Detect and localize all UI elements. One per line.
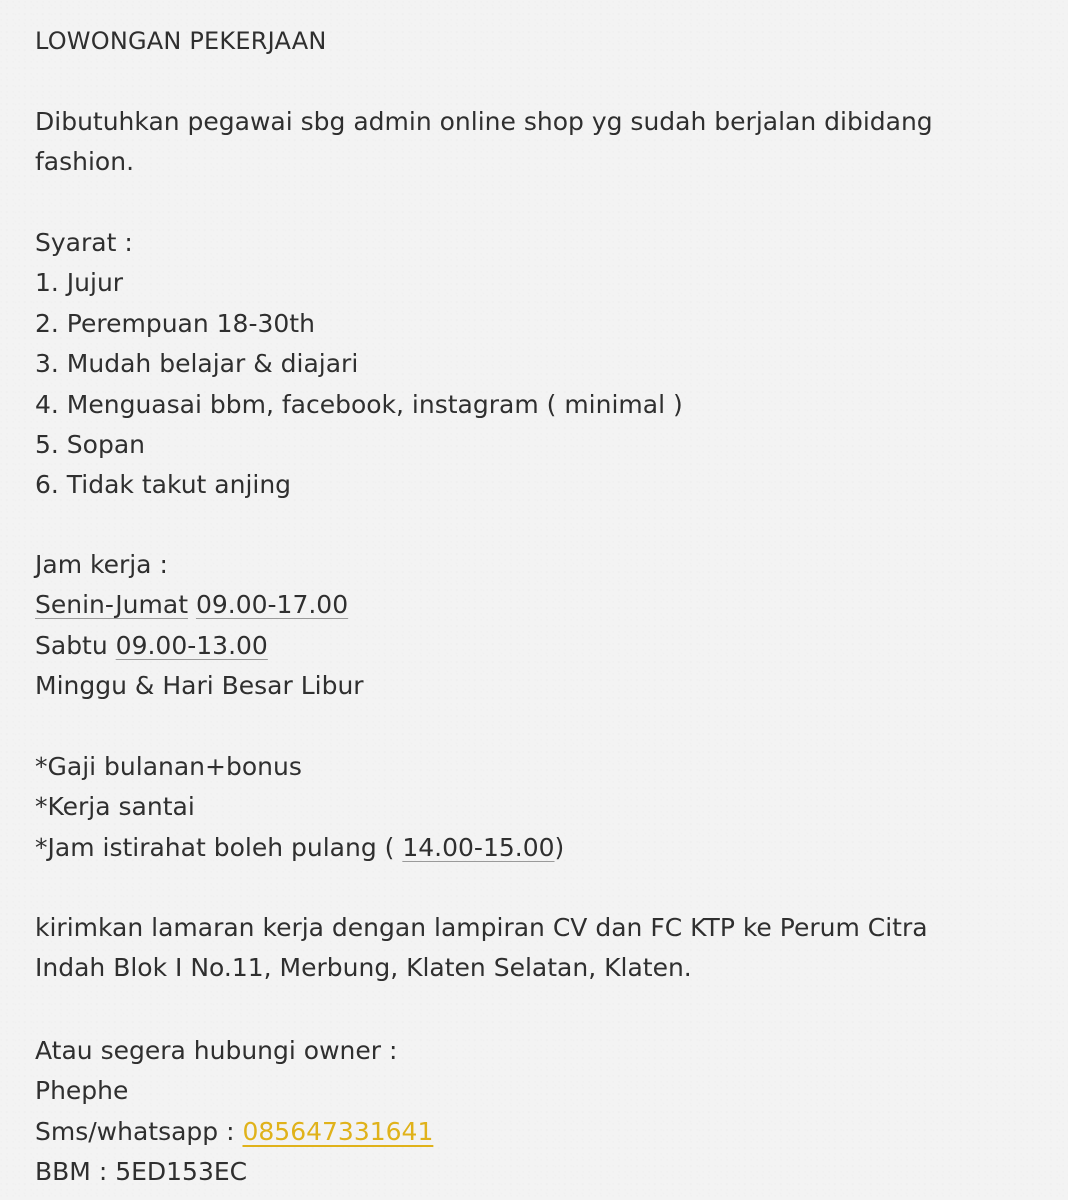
hours-section [35, 545, 1016, 707]
holiday-note: Minggu & Hari Besar Libur [35, 671, 364, 701]
requirement-item: 6. Tidak takut anjing [35, 470, 292, 500]
contact-phone-line [35, 1112, 1016, 1152]
break-prefix: *Jam istirahat boleh pulang ( [35, 832, 403, 862]
benefit-relaxed: *Kerja santai [35, 792, 195, 822]
intro-paragraph [35, 102, 1016, 183]
apply-line-1: kirimkan lamaran kerja dengan lampiran CV dan FC KTP ke Perum Citra [35, 913, 928, 942]
contact-bbm: BBM : 5ED153EC [35, 1157, 248, 1187]
requirement-item: 4. Menguasai bbm, facebook, instagram ( minimal ) [35, 389, 683, 419]
saturday-time-link[interactable]: 09.00-13.00 [115, 630, 268, 660]
weekday-hours [35, 585, 1016, 625]
weekday-label-link[interactable]: Senin-Jumat [35, 590, 188, 620]
saturday-hours [35, 626, 1016, 666]
phone-number-link[interactable]: 085647331641 [242, 1116, 434, 1146]
requirements-section [35, 223, 1016, 506]
apply-line-2: Indah Blok I No.11, Merbung, Klaten Selatan, Klaten. [35, 953, 692, 983]
requirement-item: 5. Sopan [35, 430, 145, 460]
requirement-item: 2. Perempuan 18-30th [35, 308, 315, 338]
break-time-link[interactable]: 14.00-15.00 [402, 832, 555, 862]
note-title: LOWONGAN PEKERJAAN [35, 27, 327, 55]
benefit-salary: *Gaji bulanan+bonus [35, 752, 302, 781]
benefits-section [35, 747, 1016, 868]
contact-name: Phephe [35, 1076, 129, 1106]
apply-section [35, 908, 1016, 989]
requirement-item: 3. Mudah belajar & diajari [35, 349, 359, 379]
intro-line-2: fashion. [35, 147, 135, 177]
break-suffix: ) [554, 832, 565, 862]
phone-label: Sms/whatsapp : [35, 1116, 243, 1146]
contact-heading: Atau segera hubungi owner : [35, 1036, 398, 1065]
intro-line-1: Dibutuhkan pegawai sbg admin online shop yg sudah berjalan dibidang [35, 107, 933, 136]
requirement-item: 1. Jujur [35, 268, 124, 298]
weekday-time-link[interactable]: 09.00-17.00 [195, 590, 349, 620]
contact-section [35, 1031, 1016, 1193]
saturday-label: Sabtu [35, 630, 108, 660]
hours-heading: Jam kerja : [35, 550, 168, 579]
benefit-break [35, 828, 1016, 868]
requirements-heading: Syarat : [35, 228, 133, 257]
